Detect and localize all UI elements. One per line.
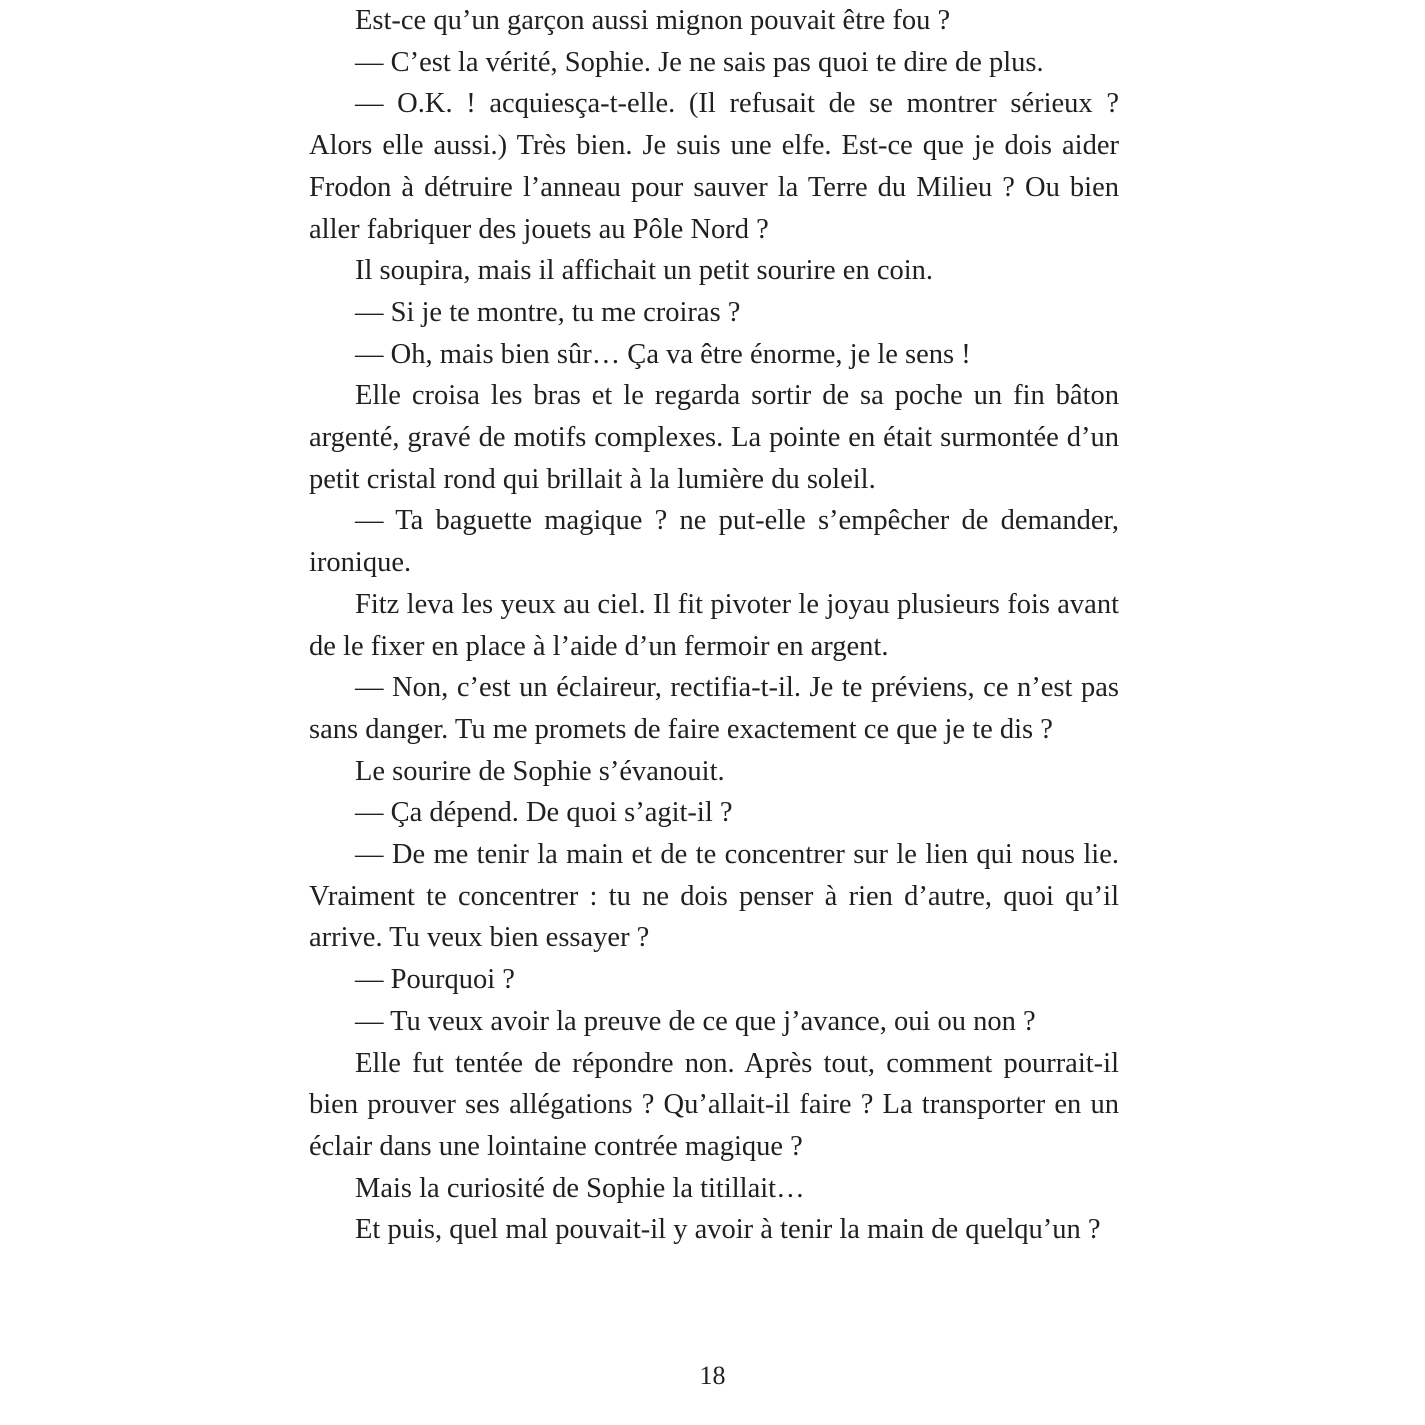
paragraph: — Ta baguette magique ? ne put-elle s’empêcher de demander, ironique.: [309, 505, 1119, 579]
paragraph: — O.K. ! acquiesça-t-elle. (Il refusait de se montrer sérieux ? Alors elle aussi.) Très bien. Je suis une elfe. Est-ce que je dois aider Frodon à détruire l’anneau pour sauver la Terre du Milieu ? Ou bien aller fabriquer des jouets au Pôle Nord ?: [309, 88, 1119, 245]
paragraph: — Ça dépend. De quoi s’agit-il ?: [355, 797, 733, 829]
paragraph: Elle croisa les bras et le regarda sortir de sa poche un fin bâton argenté, gravé de motifs complexes. La pointe en était surmontée d’un petit cristal rond qui brillait à la lumière du soleil.: [309, 380, 1119, 495]
page-number: 18: [699, 1361, 726, 1390]
paragraph: — C’est la vérité, Sophie. Je ne sais pas quoi te dire de plus.: [355, 46, 1044, 78]
paragraph: — Tu veux avoir la preuve de ce que j’avance, oui ou non ?: [355, 1005, 1036, 1037]
paragraph: Le sourire de Sophie s’évanouit.: [355, 755, 725, 787]
paragraph: — Si je te montre, tu me croiras ?: [355, 296, 741, 328]
paragraph: Il soupira, mais il affichait un petit sourire en coin.: [355, 255, 934, 287]
body-text: [309, 0, 1119, 1251]
paragraph: Et puis, quel mal pouvait-il y avoir à tenir la main de quelqu’un ?: [355, 1214, 1101, 1246]
paragraph: Mais la curiosité de Sophie la titillait…: [355, 1172, 805, 1204]
paragraph: Fitz leva les yeux au ciel. Il fit pivoter le joyau plusieurs fois avant de le fixer en place à l’aide d’un fermoir en argent.: [309, 588, 1119, 662]
paragraph: Est-ce qu’un garçon aussi mignon pouvait être fou ?: [355, 5, 951, 36]
paragraph: — Non, c’est un éclaireur, rectifia-t-il. Je te préviens, ce n’est pas sans danger. Tu me promets de faire exactement ce que je te dis ?: [309, 672, 1119, 745]
paragraph: — De me tenir la main et de te concentrer sur le lien qui nous lie. Vraiment te concentrer : tu ne dois penser à rien d’autre, quoi qu’il arrive. Tu veux bien essayer ?: [309, 839, 1119, 954]
paragraph: Elle fut tentée de répondre non. Après tout, comment pourrait-il bien prouver ses allégations ? Qu’allait-il faire ? La transporter en un éclair dans une lointaine contrée magique ?: [309, 1047, 1119, 1162]
paragraph: — Oh, mais bien sûr… Ça va être énorme, je le sens !: [355, 338, 971, 370]
paragraph: — Pourquoi ?: [355, 964, 515, 996]
